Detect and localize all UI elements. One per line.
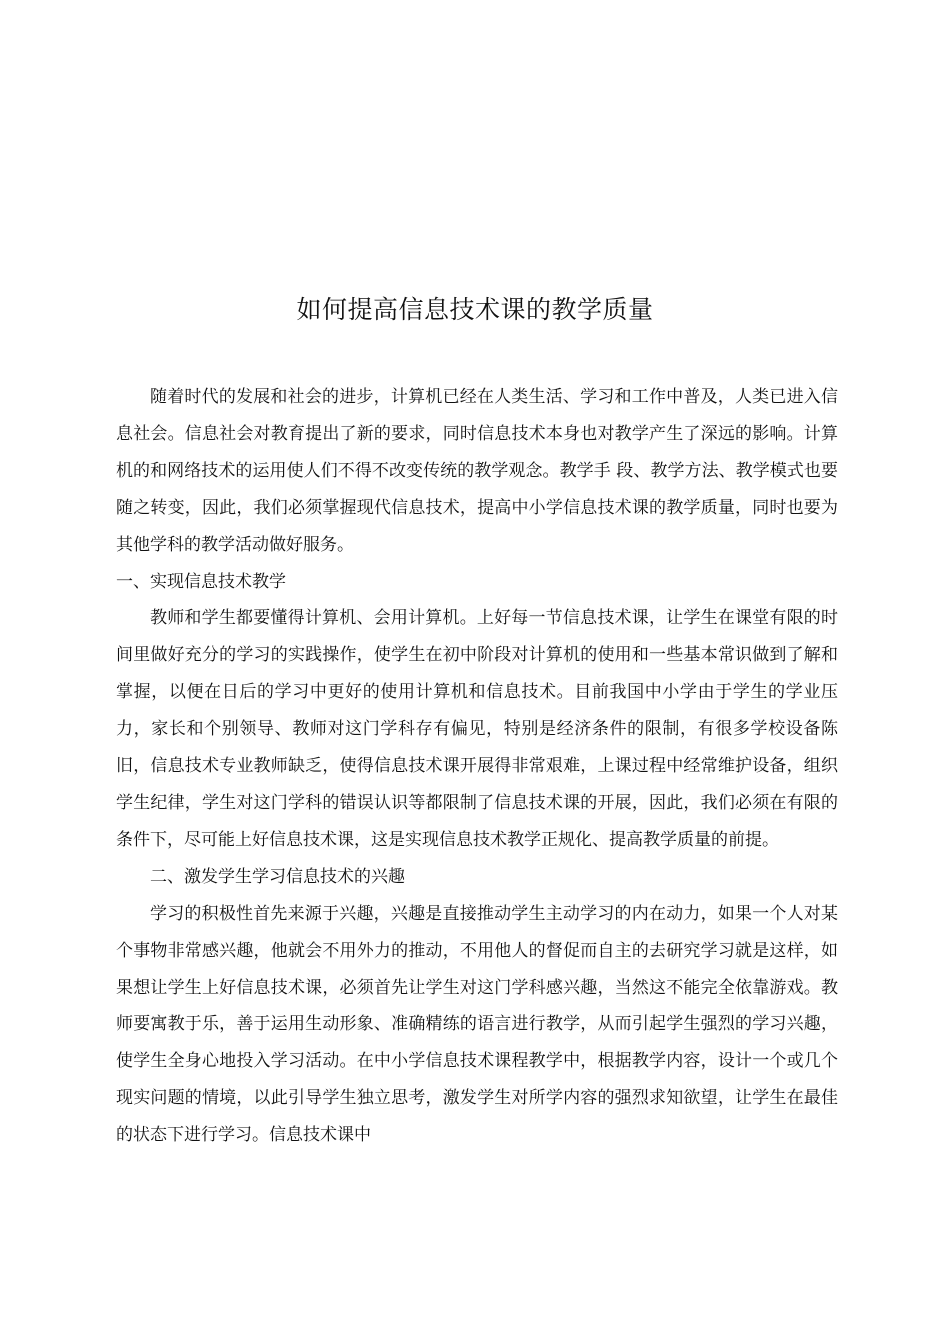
document-title: 如何提高信息技术课的教学质量 [296,295,654,324]
document-body [116,379,838,1154]
section-1-paragraph: 教师和学生都要懂得计算机、会用计算机。上好每一节信息技术课，让学生在课堂有限的时间里做好充分的学习的实践操作，使学生在初中阶段对计算机的使用和一些基本常识做到了解和掌握，以便在日后的学习中更好的使用计算机和信息技术。目前我国中小学由于学生的学业压力，家长和个别领导、教师对这门学科存有偏见，特别是经济条件的限制，有很多学校设备陈旧，信息技术专业教师缺乏，使得信息技术课开展得非常艰难，上课过程中经常维护设备，组织学生纪律，学生对这门学科的错误认识等都限制了信息技术课的开展，因此，我们必须在有限的条件下，尽可能上好信息技术课，这是实现信息技术教学正规化、提高教学质量的前提。 [116,608,838,850]
section-2-paragraph: 学习的积极性首先来源于兴趣，兴趣是直接推动学生主动学习的内在动力，如果一个人对某个事物非常感兴趣，他就会不用外力的推动，不用他人的督促而自主的去研究学习就是这样，如果想让学生上好信息技术课，必须首先让学生对这门学科感兴趣，当然这不能完全依靠游戏。教师要寓教于乐，善于运用生动形象、准确精练的语言进行教学，从而引起学生强烈的学习兴趣，使学生全身心地投入学习活动。在中小学信息技术课程教学中，根据教学内容，设计一个或几个现实问题的情境，以此引导学生独立思考，激发学生对所学内容的强烈求知欲望，让学生在最佳的状态下进行学习。信息技术课中 [116,903,838,1146]
section-1-heading: 一、实现信息技术教学 [116,571,286,592]
section-2-heading: 二、激发学生学习信息技术的兴趣 [150,866,405,887]
intro-paragraph: 随着时代的发展和社会的进步，计算机已经在人类生活、学习和工作中普及，人类已进入信息社会。信息社会对教育提出了新的要求，同时信息技术本身也对教学产生了深远的影响。计算机的和网络技术的运用使人们不得不改变传统的教学观念。教学手 段、教学方法、教学模式也要随之转变，因此，我们必须掌握现代信息技术，提高中小学信息技术课的教学质量，同时也要为其他学科的教学活动做好服务。 [116,387,838,555]
